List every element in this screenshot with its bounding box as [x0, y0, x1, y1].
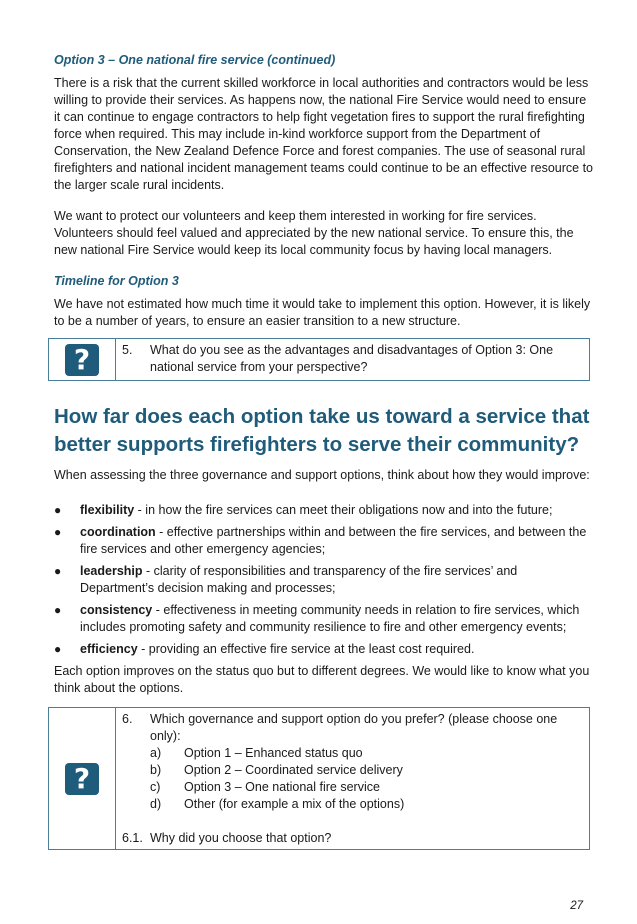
closing-paragraph: Each option improves on the status quo but to different degrees. We would like to know what you think about the options.	[54, 664, 590, 695]
question-text: Which governance and support option do you prefer? (please choose one only):	[150, 712, 558, 743]
sub-question-number: 6.1.	[122, 831, 143, 845]
question-number: 5.	[122, 343, 133, 357]
sub-question-text: Why did you choose that option?	[150, 831, 332, 845]
question-text: What do you see as the advantages and disadvantages of Option 3: One national service from your perspective?	[150, 343, 554, 374]
page-number: 27	[570, 900, 583, 912]
section-heading: Option 3 – One national fire service (continued)	[54, 53, 336, 67]
paragraph-timeline: We have not estimated how much time it would take to implement this option. However, it is likely to be a number of years, to ensure an easier transition to a new structure.	[54, 297, 591, 328]
question-mark-icon: ?	[65, 763, 99, 795]
paragraph-volunteers: We want to protect our volunteers and keep them interested in working for fire services. Volunteers should feel valued and appreciated by the new national service. To ensure this, the new national Fire Service would keep its local community focus by having local managers.	[54, 209, 574, 257]
list-item: ● leadership - clarity of responsibilities and transparency of the fire services’ and Department’s decision making and processes;	[54, 564, 518, 595]
option-b: b) Option 2 – Coordinated service delivery	[150, 763, 403, 777]
question-mark-icon: ?	[65, 344, 99, 376]
option-c: c) Option 3 – One national fire service	[150, 780, 380, 794]
option-d: d) Other (for example a mix of the options)	[150, 797, 405, 811]
criteria-list	[54, 502, 594, 658]
question-6-box	[48, 707, 590, 850]
section-title: How far does each option take us toward a service that better supports firefighters to serve their community?	[54, 405, 590, 456]
list-item: ● coordination - effective partnerships within and between the fire services, and between the fire services and other emergency agencies;	[54, 525, 587, 556]
list-item: ● efficiency - providing an effective fire service at the least cost required.	[54, 642, 475, 656]
question-number: 6.	[122, 712, 133, 726]
list-item: ● flexibility - in how the fire services can meet their obligations now and into the future;	[54, 503, 553, 517]
list-item: ● consistency - effectiveness in meeting community needs in relation to fire services, which includes promoting safety and community resilience to fire and other emergency events;	[54, 603, 580, 634]
page-content	[54, 52, 594, 850]
timeline-heading: Timeline for Option 3	[54, 274, 179, 288]
paragraph-workforce: There is a risk that the current skilled workforce in local authorities and contractors would be less willing to provide their services. As happens now, the national Fire Service would need to ensure it can continue to engage contractors to help fight vegetation fires to support the rural firefighting force when required. This may include in-kind workforce support from the Department of Conservation, the New Zealand Defence Force and forest companies. The use of seasonal rural firefighters and national incident management teams could continue to be an effective resource to the larger scale rural incidents.	[54, 76, 593, 192]
intro-paragraph: When assessing the three governance and support options, think about how they would improve:	[54, 468, 590, 482]
question-5-box	[48, 338, 590, 381]
option-a: a) Option 1 – Enhanced status quo	[150, 746, 363, 760]
